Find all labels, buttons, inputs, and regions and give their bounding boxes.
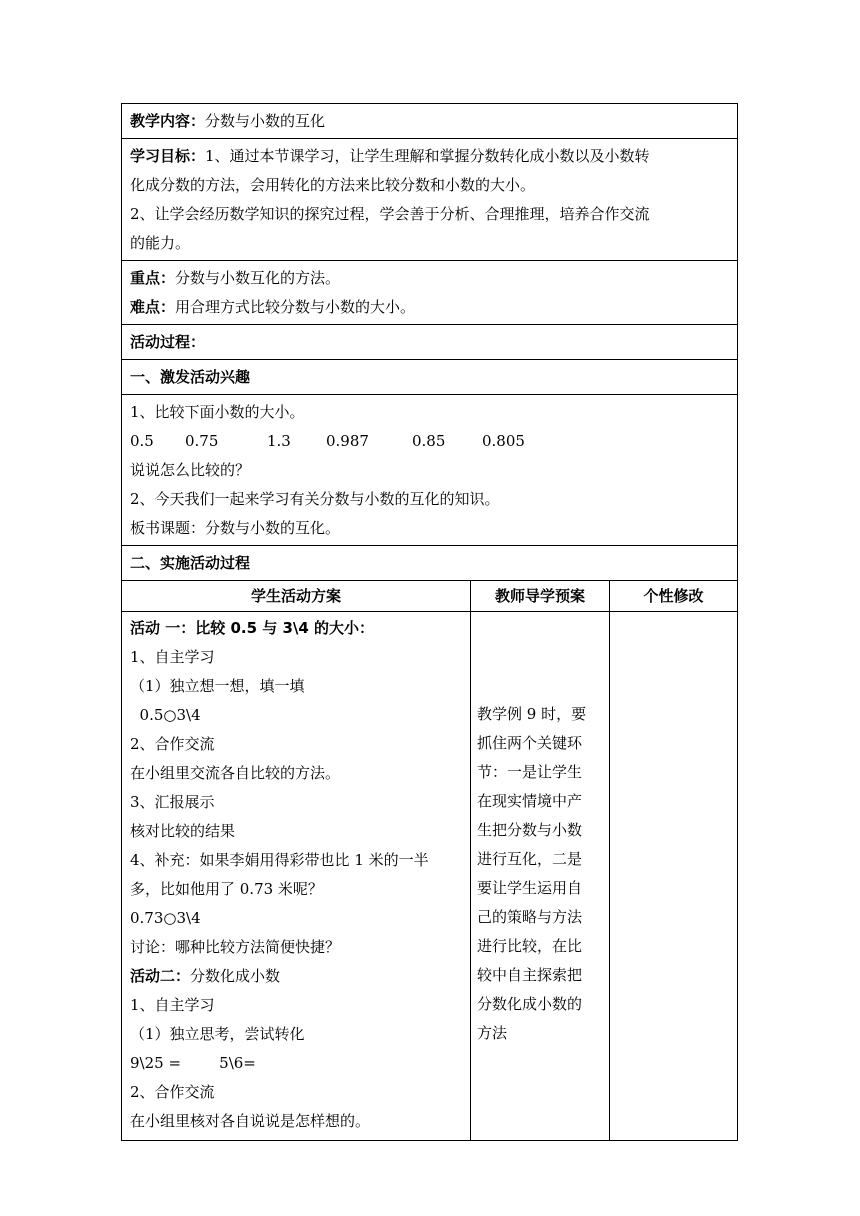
- goals-line3: 2、让学会经历数学知识的探究过程，学会善于分析、合理推理，培养合作交流: [130, 205, 650, 223]
- student-line: 2、合作交流: [130, 735, 215, 753]
- student-line: 在小组里核对各自说说是怎样想的。: [130, 1112, 371, 1130]
- teacher-line: 生把分数与小数: [477, 821, 583, 839]
- number-item: 0.5: [130, 432, 154, 450]
- content-label: 教学内容：: [130, 112, 206, 130]
- section1-q1: 1、比较下面小数的大小。: [130, 403, 305, 421]
- section1-q2: 2、今天我们一起来学习有关分数与小数的互化的知识。: [130, 490, 500, 508]
- activity-table-header: [122, 581, 737, 612]
- goals-line4: 的能力。: [130, 234, 191, 252]
- number-item: 0.75: [185, 432, 219, 450]
- student-line: 核对比较的结果: [130, 822, 236, 840]
- student-line: 2、合作交流: [130, 1083, 215, 1101]
- section1-title-row: [122, 360, 737, 395]
- goals-line1: 1、通过本节课学习，让学生理解和掌握分数转化成小数以及小数转: [205, 147, 650, 165]
- goals-label: 学习目标：: [130, 147, 206, 165]
- difficulty-label: 难点：: [130, 298, 176, 316]
- activity2-title: 分数化成小数: [190, 967, 281, 985]
- section1-how: 说说怎么比较的？: [130, 461, 251, 479]
- student-plan-column: [122, 612, 471, 1140]
- header-student-plan: 学生活动方案: [122, 581, 471, 611]
- activity1-title: 活动 一：比较 0.5 与 3\4 的大小：: [130, 619, 375, 637]
- teacher-line: 较中自主探索把: [477, 966, 583, 984]
- teacher-line: 方法: [477, 1024, 508, 1042]
- teacher-line: 教学例 9 时，要: [477, 705, 587, 723]
- decimal-numbers: [130, 427, 729, 456]
- teacher-line: 抓住两个关键环: [477, 734, 583, 752]
- activity-table-body: [122, 612, 737, 1140]
- key-point-label: 重点：: [130, 269, 176, 287]
- teacher-note: [477, 700, 603, 1048]
- number-item: 0.805: [482, 432, 525, 450]
- section2-title-row: [122, 546, 737, 581]
- teacher-plan-column: [471, 612, 610, 1140]
- lesson-plan-table: [121, 103, 738, 1141]
- number-item: 0.987: [326, 432, 369, 450]
- student-line: 4、补充：如果李娟用得彩带也比 1 米的一半: [130, 851, 429, 869]
- number-item: 0.85: [412, 432, 446, 450]
- activity2-label: 活动二：: [130, 967, 191, 985]
- student-line: 1、自主学习: [130, 648, 215, 666]
- teacher-line: 进行互化，二是: [477, 850, 583, 868]
- student-line: 在小组里交流各自比较的方法。: [130, 764, 341, 782]
- student-line: 1、自主学习: [130, 996, 215, 1014]
- key-point-value: 分数与小数互化的方法。: [175, 269, 341, 287]
- student-line: 多，比如他用了 0.73 米呢？: [130, 880, 323, 898]
- section1-body: [122, 395, 737, 546]
- difficulty-value: 用合理方式比较分数与小数的大小。: [175, 298, 416, 316]
- number-item: 1.3: [267, 432, 291, 450]
- key-points-row: [122, 261, 737, 325]
- teacher-line: 进行比较，在比: [477, 937, 583, 955]
- teacher-line: 分数化成小数的: [477, 995, 583, 1013]
- student-line: 9\25 = 5\6=: [130, 1054, 256, 1072]
- content-row: [122, 104, 737, 139]
- content-value: 分数与小数的互化: [205, 112, 326, 130]
- section1-title: 一、激发活动兴趣: [130, 368, 251, 386]
- teacher-line: 节：一是让学生: [477, 763, 583, 781]
- teacher-line: 要让学生运用自: [477, 879, 583, 897]
- goals-line2: 化成分数的方法，会用转化的方法来比较分数和小数的大小。: [130, 176, 536, 194]
- process-title-row: [122, 325, 737, 360]
- student-line: （1）独立想一想，填一填: [130, 677, 305, 695]
- student-line: （1）独立思考，尝试转化: [130, 1025, 305, 1043]
- goals-row: [122, 139, 737, 261]
- process-title: 活动过程：: [130, 333, 206, 351]
- teacher-line: 在现实情境中产: [477, 792, 583, 810]
- student-line: 0.5○3\4: [130, 706, 201, 724]
- student-line: 0.73○3\4: [130, 909, 201, 927]
- header-personal-edit: 个性修改: [643, 587, 704, 605]
- header-teacher-plan: 教师导学预案: [471, 581, 610, 611]
- teacher-line: 己的策略与方法: [477, 908, 583, 926]
- personal-edit-column: [610, 612, 737, 1140]
- student-line: 3、汇报展示: [130, 793, 215, 811]
- student-line: 讨论：哪种比较方法简便快捷？: [130, 938, 341, 956]
- section2-title: 二、实施活动过程: [130, 554, 251, 572]
- section1-board: 板书课题：分数与小数的互化。: [130, 519, 341, 537]
